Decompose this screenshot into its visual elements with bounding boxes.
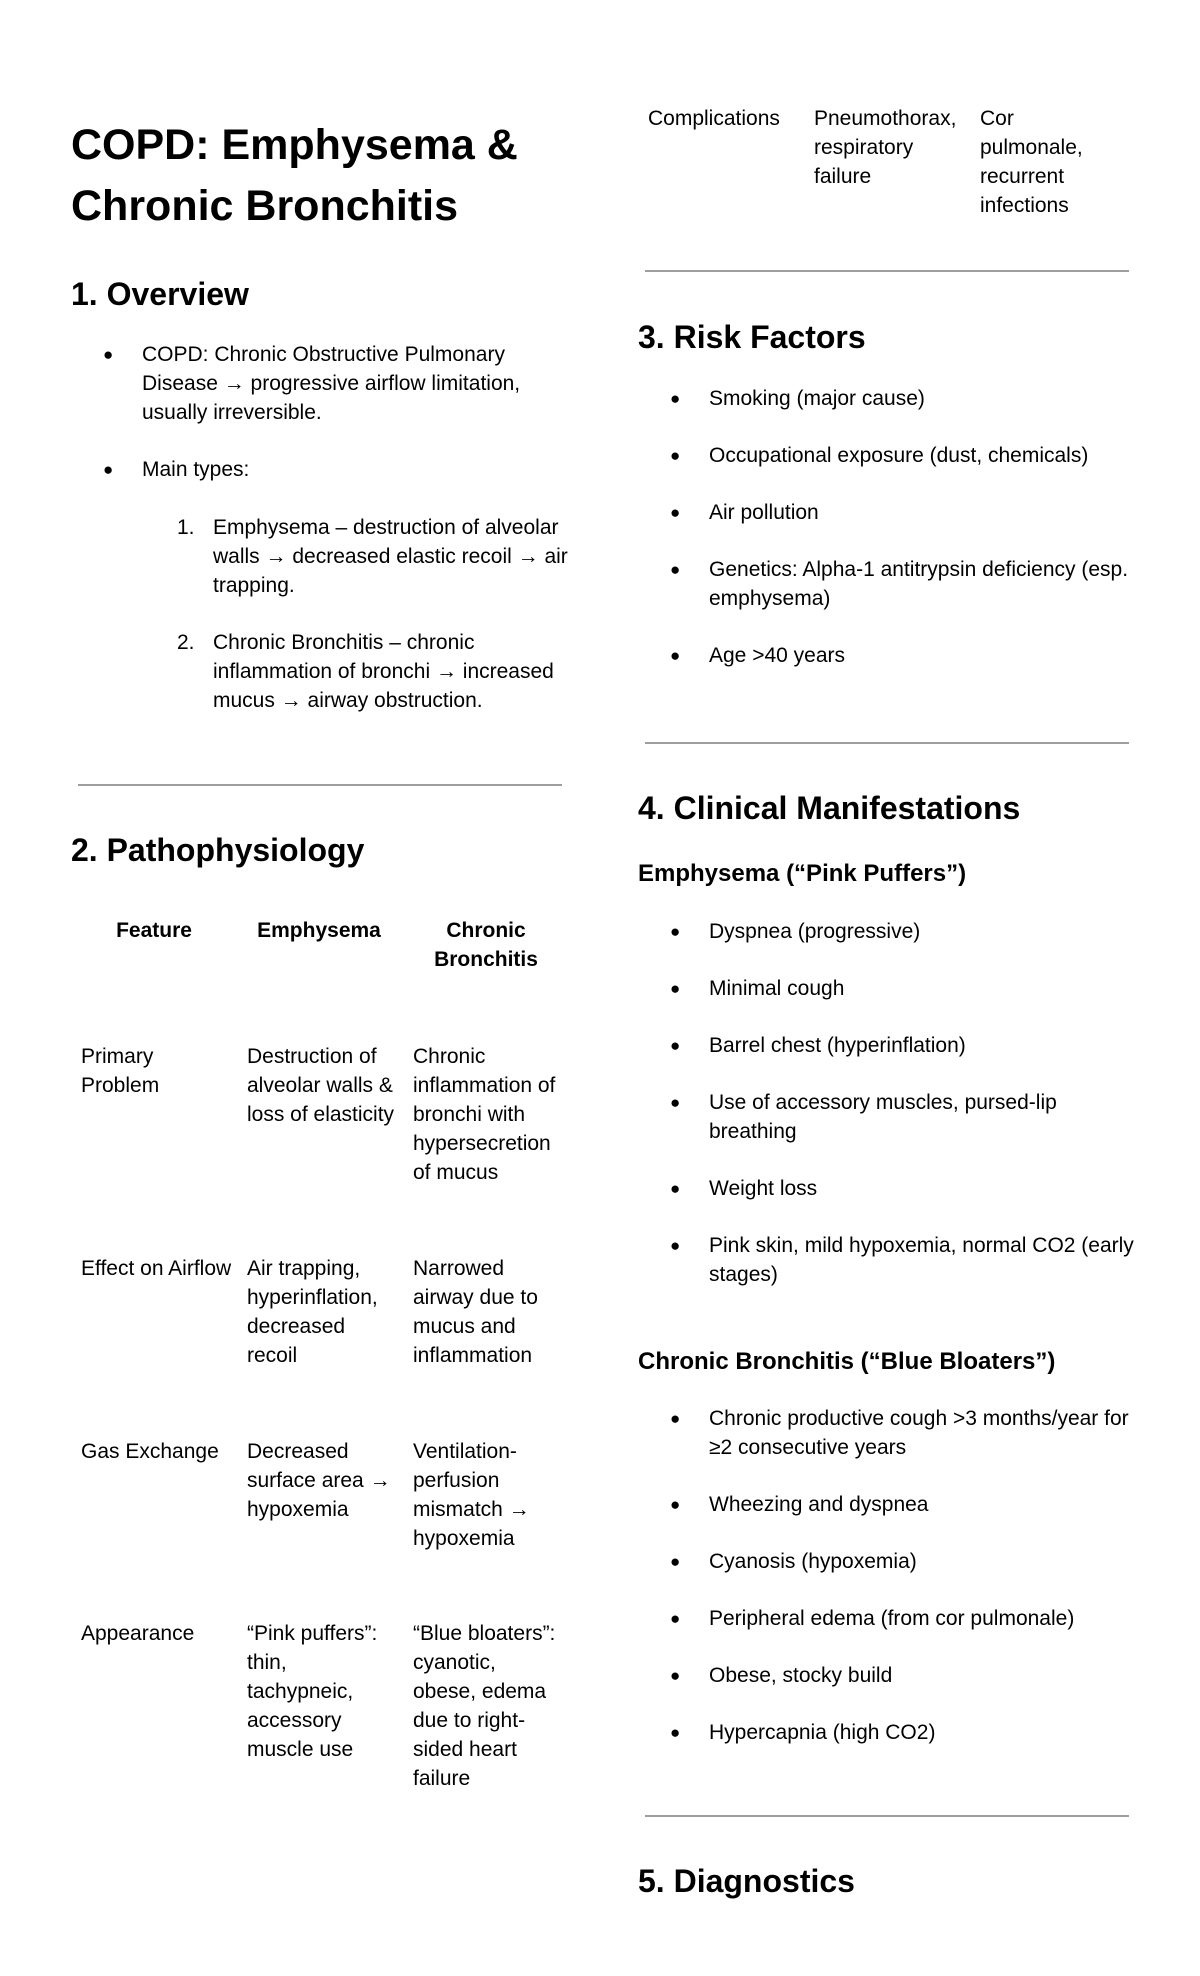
list-item-text: Main types: xyxy=(142,458,250,481)
list-item xyxy=(638,974,1138,1003)
table-cell: “Pink puffers”: thin, tachypneic, accessory muscle use xyxy=(247,1622,378,1761)
bullet-icon: ● xyxy=(670,1409,681,1428)
pathophysiology-heading: 2. Pathophysiology xyxy=(71,832,365,868)
list-item-text: Smoking (major cause) xyxy=(709,387,925,410)
list-item-text: Peripheral edema (from cor pulmonale) xyxy=(709,1607,1075,1630)
list-item-text: Chronic Bronchitis – chronic inflammation of bronchi → increased mucus → airway obstruction. xyxy=(213,631,554,712)
bullet-icon: ● xyxy=(670,1666,681,1685)
bullet-icon: ● xyxy=(103,460,114,479)
section-divider xyxy=(78,784,562,786)
bullet-icon: ● xyxy=(670,1093,681,1112)
list-item xyxy=(638,1661,1138,1690)
overview-list xyxy=(71,340,571,427)
bronchitis-symptoms-list xyxy=(638,1404,1138,1747)
list-item-text: Chronic productive cough >3 months/year for ≥2 consecutive years xyxy=(709,1407,1129,1459)
list-item-text: Cyanosis (hypoxemia) xyxy=(709,1550,917,1573)
list-item-text: Hypercapnia (high CO2) xyxy=(709,1721,936,1744)
table-cell: Ventilation-perfusion mismatch → hypoxemia xyxy=(413,1440,530,1550)
list-item-text: Weight loss xyxy=(709,1177,818,1200)
list-item-text: Air pollution xyxy=(709,501,819,524)
list-item xyxy=(638,1404,1138,1462)
table-cell: Pneumothorax, respiratory failure xyxy=(814,107,957,188)
table-cell: “Blue bloaters”: cyanotic, obese, edema due to right-sided heart failure xyxy=(413,1622,556,1790)
list-item-text: COPD: Chronic Obstructive Pulmonary Disease → progressive airflow limitation, usually irreversible. xyxy=(142,343,521,424)
list-item-text: Obese, stocky build xyxy=(709,1664,893,1687)
section-divider xyxy=(645,1815,1129,1817)
diagnostics-heading: 5. Diagnostics xyxy=(638,1863,855,1899)
list-item xyxy=(638,1490,1138,1519)
bullet-icon: ● xyxy=(670,503,681,522)
list-item-text: Wheezing and dyspnea xyxy=(709,1493,929,1516)
bullet-icon: ● xyxy=(670,389,681,408)
bullet-icon: ● xyxy=(670,560,681,579)
list-item: 2. Chronic Bronchitis – chronic inflammation of bronchi → increased mucus → airway obstruction. xyxy=(177,631,554,712)
list-item-text: Dyspnea (progressive) xyxy=(709,920,921,943)
list-item xyxy=(638,641,1138,670)
list-item-text: Barrel chest (hyperinflation) xyxy=(709,1034,966,1057)
bullet-icon: ● xyxy=(670,1552,681,1571)
list-item: 1. Emphysema – destruction of alveolar walls → decreased elastic recoil → air trapping. xyxy=(177,516,568,597)
list-item xyxy=(638,1231,1138,1289)
bullet-icon: ● xyxy=(670,922,681,941)
table-cell: Appearance xyxy=(81,1622,195,1645)
table-cell: Air trapping, hyperinflation, decreased recoil xyxy=(247,1257,378,1367)
bullet-icon: ● xyxy=(670,1236,681,1255)
list-item-text: Age >40 years xyxy=(709,644,846,667)
list-item xyxy=(638,1088,1138,1146)
bullet-icon: ● xyxy=(670,1723,681,1742)
list-item xyxy=(638,441,1138,470)
list-item-text: Pink skin, mild hypoxemia, normal CO2 (early stages) xyxy=(709,1234,1134,1286)
clinical-manifestations-heading: 4. Clinical Manifestations xyxy=(638,790,1021,826)
emphysema-subheading: Emphysema (“Pink Puffers”) xyxy=(638,860,967,887)
bullet-icon: ● xyxy=(670,1036,681,1055)
bullet-icon: ● xyxy=(670,1179,681,1198)
section-divider xyxy=(645,742,1129,744)
section-divider xyxy=(645,270,1129,272)
table-cell: Gas Exchange xyxy=(81,1440,219,1463)
bullet-icon: ● xyxy=(670,1609,681,1628)
list-item xyxy=(638,1174,1138,1203)
list-item-text: Minimal cough xyxy=(709,977,845,1000)
table-cell: Destruction of alveolar walls & loss of elasticity xyxy=(247,1045,395,1126)
list-item xyxy=(638,1547,1138,1576)
list-item xyxy=(638,555,1138,613)
table-cell: Decreased surface area → hypoxemia xyxy=(247,1440,391,1521)
emphysema-symptoms-list xyxy=(638,917,1138,1289)
bullet-icon: ● xyxy=(670,646,681,665)
bullet-icon: ● xyxy=(670,446,681,465)
list-item xyxy=(638,1604,1138,1633)
table-cell: Cor pulmonale, recurrent infections xyxy=(980,107,1083,217)
bullet-icon: ● xyxy=(670,979,681,998)
risk-factors-list xyxy=(638,384,1138,670)
list-item xyxy=(638,1718,1138,1747)
page-title: COPD: Emphysema & Chronic Bronchitis xyxy=(71,121,518,230)
list-item xyxy=(638,917,1138,946)
table-header-feature: Feature xyxy=(116,919,192,942)
table-cell: Effect on Airflow xyxy=(81,1257,232,1280)
list-item-text: Occupational exposure (dust, chemicals) xyxy=(709,444,1089,467)
table-header-bronchitis: Chronic Bronchitis xyxy=(434,919,538,971)
table-header-emphysema: Emphysema xyxy=(257,919,381,942)
overview-heading: 1. Overview xyxy=(71,276,249,312)
list-item xyxy=(638,498,1138,527)
table-cell: Narrowed airway due to mucus and inflammation xyxy=(413,1257,538,1367)
list-item-text: Genetics: Alpha-1 antitrypsin deficiency (esp. emphysema) xyxy=(709,558,1129,610)
overview-list-2 xyxy=(71,455,571,484)
list-item-text: Emphysema – destruction of alveolar walls → decreased elastic recoil → air trapping. xyxy=(213,516,568,597)
list-item xyxy=(638,384,1138,413)
list-item-text: Use of accessory muscles, pursed-lip breathing xyxy=(709,1091,1057,1143)
table-cell: Chronic inflammation of bronchi with hypersecretion of mucus xyxy=(413,1045,556,1184)
bullet-icon: ● xyxy=(670,1495,681,1514)
list-item xyxy=(71,455,571,484)
bronchitis-subheading: Chronic Bronchitis (“Blue Bloaters”) xyxy=(638,1348,1056,1375)
bullet-icon: ● xyxy=(103,345,114,364)
table-cell: Complications xyxy=(648,107,780,130)
copd-types-list xyxy=(71,513,571,715)
list-item xyxy=(638,1031,1138,1060)
list-item xyxy=(71,340,571,427)
risk-factors-heading: 3. Risk Factors xyxy=(638,319,866,355)
table-cell: Primary Problem xyxy=(81,1045,160,1097)
